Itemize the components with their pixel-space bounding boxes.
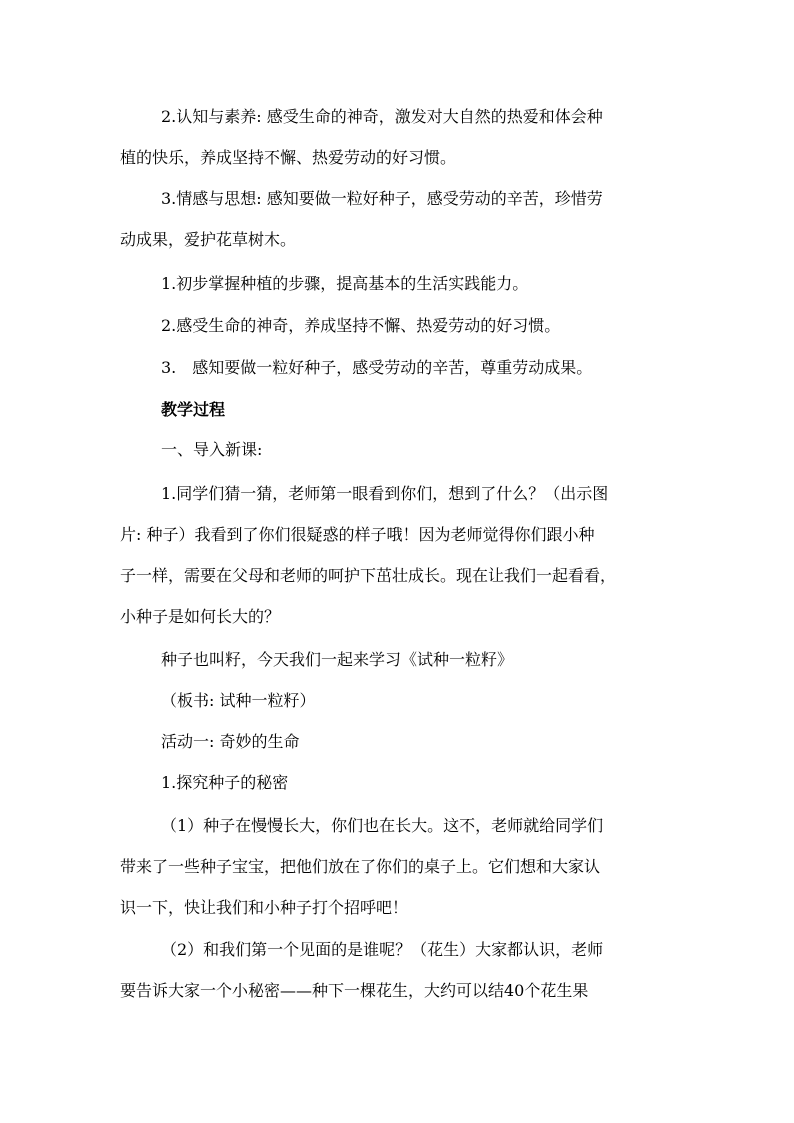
activity-step-1-line-3: 识一下，快让我们和小种子打个招呼吧！: [120, 898, 409, 917]
activity-step-1-line-1: （1）种子在慢慢长大，你们也在长大。这不，老师就给同学们: [161, 816, 604, 835]
goal-3-line-2: 动成果，爱护花草树木。: [120, 230, 297, 249]
activity-step-1-line-2: 带来了一些种子宝宝，把他们放在了你们的桌子上。它们想和大家认: [120, 857, 601, 876]
intro-paragraph-line-4: 小种子是如何长大的？: [120, 607, 281, 626]
intro-paragraph-line-3: 子一样，需要在父母和老师的呵护下茁壮成长。现在让我们一起看看，: [120, 566, 617, 585]
intro-paragraph-line-1: 1.同学们猜一猜，老师第一眼看到你们，想到了什么？（出示图: [161, 484, 609, 503]
activity-one-subheading: 1.探究种子的秘密: [161, 773, 289, 792]
goal-2-line-1: 2.认知与素养: 感受生命的神奇，激发对大自然的热爱和体会种: [161, 107, 603, 126]
goal-3-line-1: 3.情感与思想: 感知要做一粒好种子，感受劳动的辛苦，珍惜劳: [161, 189, 603, 208]
activity-step-2-line-2: 要告诉大家一个小秘密——种下一棵花生，大约可以结40个花生果: [120, 981, 589, 1000]
key-point-2: 2.感受生命的神奇，养成坚持不懈、热爱劳动的好习惯。: [161, 316, 561, 335]
subheading-introduction: 一、导入新课:: [161, 440, 263, 459]
section-heading-teaching-process: 教学过程: [161, 400, 226, 419]
activity-step-2-line-1: （2）和我们第一个见面的是谁呢？（花生）大家都认识，老师: [161, 940, 604, 959]
goal-2-line-2: 植的快乐，养成坚持不懈、热爱劳动的好习惯。: [120, 148, 457, 167]
board-writing-line: （板书: 试种一粒籽）: [161, 691, 316, 710]
intro-paragraph-line-2: 片: 种子）我看到了你们很疑惑的样子哦！因为老师觉得你们跟小种: [120, 525, 595, 544]
key-point-3: 3. 感知要做一粒好种子，感受劳动的辛苦，尊重劳动成果。: [161, 358, 593, 377]
lesson-title-line: 种子也叫籽，今天我们一起来学习《试种一粒籽》: [161, 650, 514, 669]
activity-one-heading: 活动一: 奇妙的生命: [161, 732, 300, 751]
key-point-1: 1.初步掌握种植的步骤，提高基本的生活实践能力。: [161, 274, 529, 293]
